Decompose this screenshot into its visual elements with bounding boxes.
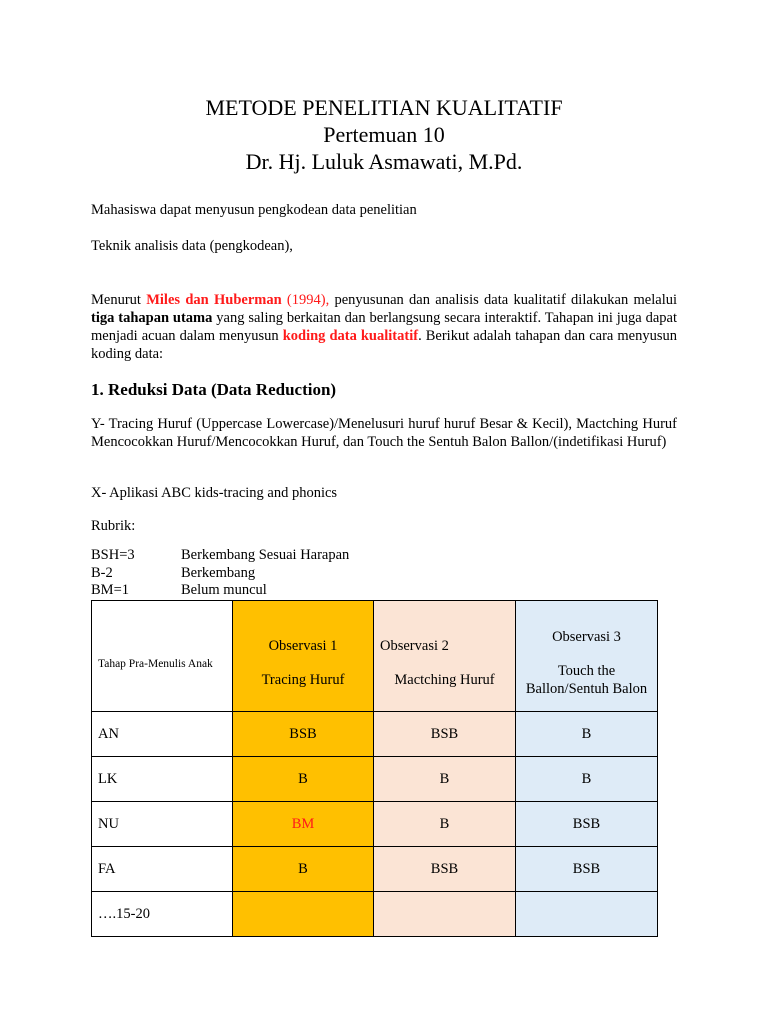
section-heading: 1. Reduksi Data (Data Reduction)	[91, 380, 337, 399]
table-row	[92, 712, 658, 757]
score-cell	[233, 892, 374, 937]
table-header-row	[92, 601, 658, 712]
score-cell: BM	[233, 802, 374, 847]
rubric-code: BSH=3	[91, 547, 135, 563]
score-cell: BSB	[374, 712, 516, 757]
observation-table	[91, 600, 658, 937]
student-name: LK	[92, 757, 233, 802]
rubric-description: Belum muncul	[181, 582, 267, 598]
table-row	[92, 892, 658, 937]
score-cell: BSB	[374, 847, 516, 892]
rubric-label: Rubrik:	[91, 518, 136, 534]
meeting-subtitle: Pertemuan 10	[323, 122, 445, 147]
score-cell: B	[516, 712, 658, 757]
column-header-observasi-3: Observasi 3 Touch the Ballon/Sentuh Balon	[516, 601, 658, 712]
score-cell: B	[233, 757, 374, 802]
student-name: NU	[92, 802, 233, 847]
y-variable-paragraph: Y- Tracing Huruf (Uppercase Lowercase)/Menelusuri huruf huruf Besar & Kecil), Mactching Huruf Mencocokkan Huruf/Mencocokkan Huruf, dan Touch the Sentuh Balon Ballon/(indetifikasi Huruf)	[91, 416, 677, 450]
student-name: FA	[92, 847, 233, 892]
coding-highlight: koding data kualitatif	[282, 328, 419, 344]
x-variable-paragraph: X- Aplikasi ABC kids-tracing and phonics	[91, 485, 338, 501]
row-header-label: Tahap Pra-Menulis Anak	[92, 601, 233, 712]
rubric-code: BM=1	[91, 582, 129, 598]
author-name: Dr. Hj. Luluk Asmawati, M.Pd.	[245, 149, 523, 174]
table-row	[92, 847, 658, 892]
score-cell: B	[374, 802, 516, 847]
rubric-description: Berkembang	[181, 565, 256, 581]
student-name: AN	[92, 712, 233, 757]
technique-paragraph: Teknik analisis data (pengkodean),	[91, 238, 293, 254]
score-cell: BSB	[516, 802, 658, 847]
table-row	[92, 802, 658, 847]
intro-paragraph: Menurut Miles dan Huberman (1994), penyusunan dan analisis data kualitatif dilakukan melalui tiga tahapan utama yang saling berkaitan dan berlangsung secara interaktif. Tahapan ini juga dapat menjadi acuan dalam menyusun koding data kualitatif. Berikut adalah tahapan dan cara menyusun koding data:	[91, 292, 677, 362]
rubric-description: Berkembang Sesuai Harapan	[181, 547, 350, 563]
score-cell	[374, 892, 516, 937]
column-header-observasi-1: Observasi 1 Tracing Huruf	[233, 601, 374, 712]
student-name: ….15-20	[92, 892, 233, 937]
table-row	[92, 757, 658, 802]
score-cell: B	[516, 757, 658, 802]
objective-paragraph: Mahasiswa dapat menyusun pengkodean data penelitian	[91, 202, 417, 218]
score-cell	[516, 892, 658, 937]
score-cell: B	[233, 847, 374, 892]
document-title: METODE PENELITIAN KUALITATIF	[205, 95, 563, 120]
score-cell: B	[374, 757, 516, 802]
three-stages-highlight: tiga tahapan utama	[91, 310, 213, 326]
column-header-observasi-2: Observasi 2 Mactching Huruf	[374, 601, 516, 712]
score-cell: BSB	[233, 712, 374, 757]
year-highlight: (1994),	[281, 292, 330, 308]
rubric-code: B-2	[91, 565, 113, 581]
score-cell: BSB	[516, 847, 658, 892]
miles-huberman-highlight: Miles dan Huberman	[146, 292, 282, 308]
